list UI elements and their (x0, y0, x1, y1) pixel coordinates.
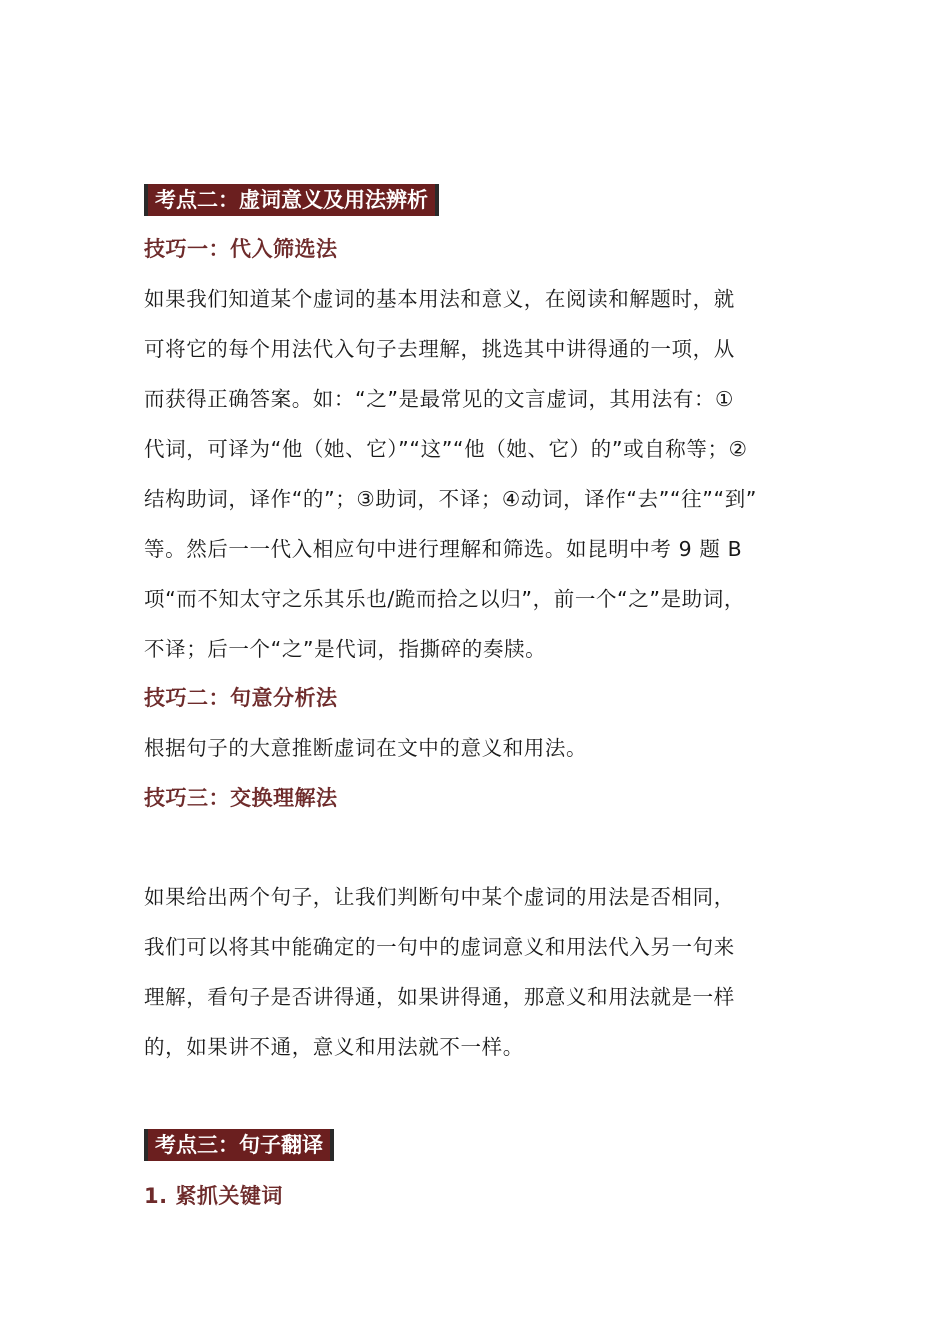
paragraph-line: 的，如果讲不通，意义和用法就不一样。 (144, 1035, 524, 1059)
section-heading-3 (144, 1129, 334, 1161)
paragraph-line: 如果我们知道某个虚词的基本用法和意义，在阅读和解题时，就 (144, 287, 735, 311)
paragraph-line: 项“而不知太守之乐其乐也/跪而拾之以归”，前一个“之”是助词， (144, 587, 745, 611)
section-3-item-1: 1. 紧抓关键词 (144, 1184, 283, 1208)
paragraph-line: 理解，看句子是否讲得通，如果讲得通，那意义和用法就是一样 (144, 985, 735, 1009)
tip-2-paragraph: 根据句子的大意推断虚词在文中的意义和用法。 (144, 736, 588, 760)
paragraph-line: 等。然后一一代入相应句中进行理解和筛选。如昆明中考 9 题 B (144, 537, 743, 561)
paragraph-line: 我们可以将其中能确定的一句中的虚词意义和用法代入另一句来 (144, 935, 735, 959)
tip-2-title: 技巧二：句意分析法 (144, 686, 338, 710)
section-heading-2-text: 考点二：虚词意义及用法辨析 (144, 184, 439, 216)
paragraph-line: 如果给出两个句子，让我们判断句中某个虚词的用法是否相同， (144, 885, 735, 909)
paragraph-line: 不译；后一个“之”是代词，指撕碎的奏牍。 (144, 637, 547, 661)
paragraph-line: 代词，可译为“他（她、它）”“这”“他（她、它）的”或自称等；② (144, 437, 748, 461)
tip-3-title: 技巧三：交换理解法 (144, 786, 338, 810)
section-heading-3-text: 考点三：句子翻译 (144, 1129, 334, 1161)
paragraph-line: 可将它的每个用法代入句子去理解，挑选其中讲得通的一项，从 (144, 337, 735, 361)
paragraph-line: 而获得正确答案。如：“之”是最常见的文言虚词，其用法有：① (144, 387, 735, 411)
paragraph-line: 结构助词，译作“的”；③助词，不译；④动词，译作“去”“往”“到” (144, 487, 758, 511)
section-heading-2 (144, 184, 439, 216)
tip-1-title: 技巧一：代入筛选法 (144, 237, 338, 261)
